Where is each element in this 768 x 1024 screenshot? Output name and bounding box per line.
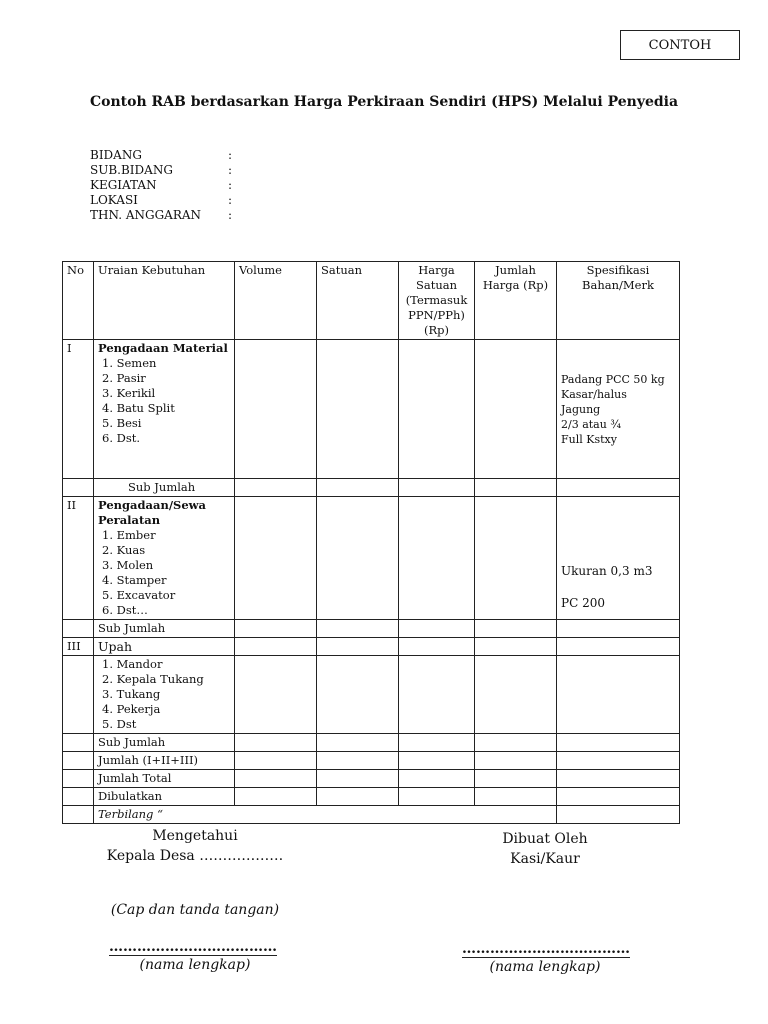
meta-row xyxy=(90,163,232,178)
jumlah-label: Jumlah (I+II+III) xyxy=(94,752,235,770)
list-item: 4. Stamper xyxy=(102,573,167,587)
cell-harga-satuan xyxy=(399,340,475,479)
table-row xyxy=(63,770,680,788)
cell-harga-satuan xyxy=(399,497,475,620)
cell-harga-satuan xyxy=(399,638,475,656)
table-row xyxy=(63,479,680,497)
cell-spesifikasi xyxy=(557,806,680,824)
meta-label: THN. ANGGARAN xyxy=(90,208,202,222)
section-uraian xyxy=(94,656,235,734)
item-list xyxy=(98,356,230,446)
cell-jumlah-harga xyxy=(475,752,557,770)
table-row xyxy=(63,752,680,770)
sign-kasi-kaur: Kasi/Kaur xyxy=(510,851,580,867)
header-uraian: Uraian Kebutuhan xyxy=(94,262,235,340)
dibulatkan-label: Dibulatkan xyxy=(94,788,235,806)
table-row xyxy=(63,497,680,620)
cell-volume xyxy=(235,638,317,656)
cell-jumlah-harga xyxy=(475,788,557,806)
list-item: 4. Batu Split xyxy=(102,401,175,415)
sign-kepala-desa: Kepala Desa ……………… xyxy=(106,848,284,864)
cell-volume xyxy=(235,788,317,806)
cell-volume xyxy=(235,752,317,770)
cell-no xyxy=(63,620,94,638)
meta-block xyxy=(90,148,232,223)
contoh-stamp: CONTOH xyxy=(620,30,740,60)
cell-jumlah-harga xyxy=(475,620,557,638)
signature-left xyxy=(90,826,300,866)
list-item: 5. Excavator xyxy=(102,588,176,602)
sign-left-dots-wrap xyxy=(103,936,283,955)
meta-label: SUB.BIDANG xyxy=(90,163,173,177)
header-volume: Volume xyxy=(235,262,317,340)
cell-no xyxy=(63,734,94,752)
cell-satuan xyxy=(317,479,399,497)
list-item: 1. Ember xyxy=(102,528,156,542)
cell-satuan xyxy=(317,620,399,638)
sign-mengetahui: Mengetahui xyxy=(152,828,238,844)
sign-cap: (Cap dan tanda tangan) xyxy=(110,902,280,918)
meta-row xyxy=(90,193,232,208)
cell-satuan xyxy=(317,638,399,656)
meta-label: KEGIATAN xyxy=(90,178,157,192)
section-title: Pengadaan Material xyxy=(98,341,228,355)
cell-harga-satuan xyxy=(399,788,475,806)
signature-right xyxy=(440,829,650,869)
terbilang-label: Terbilang “ xyxy=(94,806,557,824)
list-item: 6. Dst… xyxy=(102,603,148,617)
cell-harga-satuan xyxy=(399,770,475,788)
cell-satuan xyxy=(317,734,399,752)
section-no: I xyxy=(63,340,94,479)
section-no: III xyxy=(63,638,94,656)
cell-spesifikasi xyxy=(557,752,680,770)
cell-spesifikasi xyxy=(557,656,680,734)
list-item: 2. Kepala Tukang xyxy=(102,672,204,686)
table-row xyxy=(63,340,680,479)
cell-satuan xyxy=(317,656,399,734)
cell-no xyxy=(63,752,94,770)
spec-text: Jagung xyxy=(561,403,601,416)
table-row xyxy=(63,620,680,638)
meta-sep: : xyxy=(228,208,233,222)
cell-harga-satuan xyxy=(399,656,475,734)
meta-sep: : xyxy=(228,163,233,177)
jumlah-total-label: Jumlah Total xyxy=(94,770,235,788)
cell-volume xyxy=(235,479,317,497)
meta-sep: : xyxy=(228,193,233,207)
table-row xyxy=(63,656,680,734)
cell-spesifikasi xyxy=(557,770,680,788)
cell-spesifikasi xyxy=(557,734,680,752)
cell-satuan xyxy=(317,770,399,788)
list-item: 1. Mandor xyxy=(102,657,163,671)
table-row xyxy=(63,788,680,806)
meta-label: LOKASI xyxy=(90,193,138,207)
header-harga-satuan: Harga Satuan (Termasuk PPN/PPh) (Rp) xyxy=(399,262,475,340)
cell-jumlah-harga xyxy=(475,638,557,656)
cell-jumlah-harga xyxy=(475,770,557,788)
cell-no xyxy=(63,788,94,806)
cell-volume xyxy=(235,497,317,620)
cell-jumlah-harga xyxy=(475,479,557,497)
subtotal-label: Sub Jumlah xyxy=(94,620,235,638)
header-satuan: Satuan xyxy=(317,262,399,340)
sign-right-dots-wrap xyxy=(456,938,636,957)
list-item: 3. Molen xyxy=(102,558,154,572)
list-item: 6. Dst. xyxy=(102,431,141,445)
cell-harga-satuan xyxy=(399,479,475,497)
meta-row xyxy=(90,178,232,193)
list-item: 2. Kuas xyxy=(102,543,146,557)
cell-spesifikasi xyxy=(557,788,680,806)
meta-row xyxy=(90,208,232,223)
cell-spesifikasi xyxy=(557,620,680,638)
list-item: 5. Dst xyxy=(102,717,137,731)
cell-no xyxy=(63,770,94,788)
spec-text: Full Kstxy xyxy=(561,433,617,446)
item-list xyxy=(98,657,230,732)
list-item: 5. Besi xyxy=(102,416,142,430)
cell-spesifikasi xyxy=(557,340,680,479)
subtotal-label: Sub Jumlah xyxy=(94,734,235,752)
section-uraian xyxy=(94,340,235,479)
sign-left-name: (nama lengkap) xyxy=(139,957,251,973)
spec-text: PC 200 xyxy=(561,596,605,610)
cell-spesifikasi xyxy=(557,479,680,497)
cell-no xyxy=(63,479,94,497)
header-jumlah-harga: Jumlah Harga (Rp) xyxy=(475,262,557,340)
cell-satuan xyxy=(317,752,399,770)
cell-volume xyxy=(235,656,317,734)
cell-jumlah-harga xyxy=(475,656,557,734)
cell-jumlah-harga xyxy=(475,497,557,620)
sign-right-dots: ……………………………… xyxy=(462,941,630,957)
meta-label: BIDANG xyxy=(90,148,142,162)
item-list xyxy=(98,528,230,618)
cell-volume xyxy=(235,620,317,638)
cell-satuan xyxy=(317,788,399,806)
section-title: Pengadaan/Sewa Peralatan xyxy=(98,498,206,527)
list-item: 1. Semen xyxy=(102,356,157,370)
spec-text: Ukuran 0,3 m3 xyxy=(561,564,653,578)
header-row xyxy=(63,262,680,340)
cell-no xyxy=(63,806,94,824)
sign-dibuat-oleh: Dibuat Oleh xyxy=(502,831,588,847)
cell-volume xyxy=(235,340,317,479)
cell-jumlah-harga xyxy=(475,734,557,752)
sign-left-dots: ……………………………… xyxy=(109,939,277,955)
list-item: 3. Tukang xyxy=(102,687,161,701)
sign-right-name: (nama lengkap) xyxy=(489,959,601,975)
spec-text: 2/3 atau ¾ xyxy=(561,418,621,431)
document-title: Contoh RAB berdasarkan Harga Perkiraan Sendiri (HPS) Melalui Penyedia xyxy=(90,94,679,110)
spec-text: Padang PCC 50 kg xyxy=(561,373,665,386)
cell-spesifikasi xyxy=(557,638,680,656)
cell-harga-satuan xyxy=(399,752,475,770)
cell-harga-satuan xyxy=(399,734,475,752)
meta-sep: : xyxy=(228,178,233,192)
section-no: II xyxy=(63,497,94,620)
cell-spesifikasi xyxy=(557,497,680,620)
section-uraian xyxy=(94,497,235,620)
spec-text: Kasar/halus xyxy=(561,388,627,401)
rab-table xyxy=(62,261,680,824)
table-row xyxy=(63,806,680,824)
cell-volume xyxy=(235,734,317,752)
header-spesifikasi: Spesifikasi Bahan/Merk xyxy=(557,262,680,340)
subtotal-label: Sub Jumlah xyxy=(94,479,235,497)
cell-jumlah-harga xyxy=(475,340,557,479)
meta-sep: : xyxy=(228,148,233,162)
cell-satuan xyxy=(317,340,399,479)
cell-volume xyxy=(235,770,317,788)
table-row xyxy=(63,734,680,752)
meta-row xyxy=(90,148,232,163)
list-item: 2. Pasir xyxy=(102,371,146,385)
table-row xyxy=(63,638,680,656)
list-item: 3. Kerikil xyxy=(102,386,156,400)
list-item: 4. Pekerja xyxy=(102,702,161,716)
section-title: Upah xyxy=(94,638,235,656)
cell-harga-satuan xyxy=(399,620,475,638)
header-no: No xyxy=(63,262,94,340)
cell-no xyxy=(63,656,94,734)
cell-satuan xyxy=(317,497,399,620)
